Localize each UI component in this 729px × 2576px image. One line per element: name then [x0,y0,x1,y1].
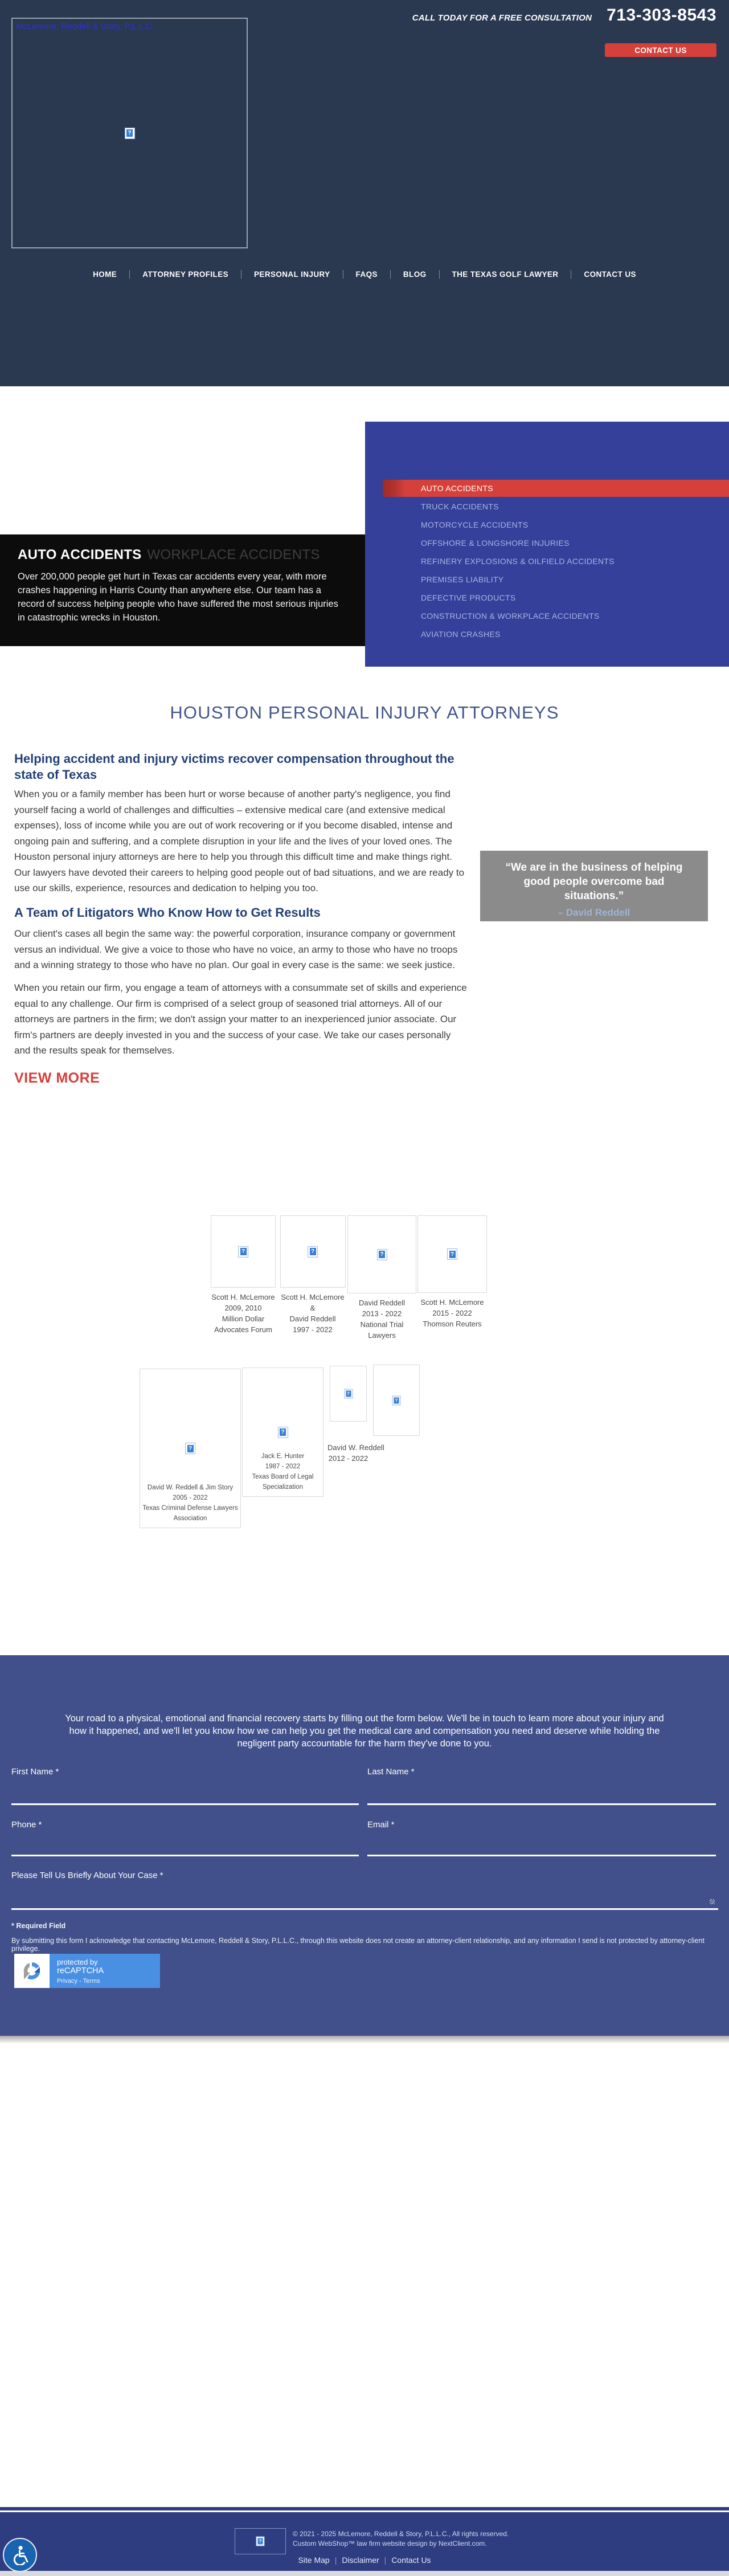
footer-top-line [0,2507,729,2510]
broken-image-icon: ? [278,1427,288,1438]
recaptcha-name: reCAPTCHA [57,1966,104,1975]
nav-item-contact-us[interactable]: CONTACT US [584,270,636,279]
award-badge [373,1365,420,1436]
practice-item-offshore-longshore[interactable] [365,534,729,552]
slide-text: Over 200,000 people get hurt in Texas car accidents every year, with more crashes happening in Harris County than anywhere else. Our team has a record of success helping people who have suffered the most serious injuries in catastrophic wrecks in Houston. [18,571,338,623]
call-today-text: CALL TODAY FOR A FREE CONSULTATION [412,13,592,23]
footer-separator: | [334,2555,337,2565]
hero-slide-caption [0,534,365,646]
paragraph-1: When you or a family member has been hurt or worse because of another party's negligence, you find yourself facing a world of challenges and difficulties – extensive medical care (and extensive medical expenses), loss of income while you are out of work recovering or if you become disabled, intense and ongoing pain and suffering, and a complete disruption in your life and the lives of your loved ones. The Houston personal injury attorneys are here to help you through this difficult time and make things right. Our lawyers have devoted their careers to helping good people out of bad situations, and we are ready to use our skills, experience, resources and dedication to helping you too. [14,789,465,893]
form-intro-text: Your road to a physical, emotional and financial recovery starts by filling out the form below. We'll be in touch to learn more about your injury and how it happened, and we'll let you know how we can help you get the medical care and compensation you need and deserve while holding the negligent party accountable for the harm they've done to you. [65,1713,664,1749]
nav-item-attorney-profiles[interactable]: ATTORNEY PROFILES [130,270,241,279]
footer-separator: | [384,2555,387,2565]
award-image-placeholder [140,1369,241,1528]
wheelchair-icon [10,2545,30,2565]
broken-image-icon: ? [308,1246,318,1258]
practice-areas-list [365,479,729,643]
award-caption: David Reddell 2013 - 2022 National Trial Lawyers [359,1299,405,1340]
practice-item-auto-accidents[interactable] [365,479,729,497]
case-label: Please Tell Us Briefly About Your Case * [11,1871,163,1880]
logo-image-placeholder[interactable] [11,18,248,248]
award-image-placeholder [280,1215,346,1288]
call-row [412,6,716,25]
recaptcha-logo-icon [21,1960,43,1982]
practice-item-label: PREMISES LIABILITY [421,575,504,584]
recaptcha-protected-by: protected by [57,1958,98,1966]
recaptcha-text [50,1954,160,1988]
accessibility-widget-button[interactable] [3,2538,37,2572]
required-field-note: * Required Field [11,1922,66,1930]
section-heading-litigators: A Team of Litigators Who Know How to Get Results [14,905,321,920]
last-name-label: Last Name * [367,1767,415,1777]
award-caption: Scott H. McLemore 2015 - 2022 Thomson Reuters [420,1298,484,1328]
nav-item-texas-golf-lawyer[interactable]: THE TEXAS GOLF LAWYER [440,270,572,279]
practice-item-aviation-crashes[interactable] [365,625,729,643]
practice-item-refinery-oilfield[interactable] [365,552,729,570]
pullquote-box [480,851,708,921]
award-caption: David W. Reddell & Jim Story 2005 - 2022 Texas Criminal Defense Lawyers Association [142,1484,238,1522]
award-image-placeholder [373,1365,420,1436]
award-badge [242,1367,323,1497]
award-badge [327,1366,384,1464]
award-caption: David W. Reddell 2012 - 2022 [327,1443,384,1463]
footer [0,2512,729,2571]
practice-item-label: MOTORCYCLE ACCIDENTS [421,520,529,529]
practice-item-label: CONSTRUCTION & WORKPLACE ACCIDENTS [421,611,600,620]
practice-item-label: TRUCK ACCIDENTS [421,502,499,511]
form-disclaimer: By submitting this form I acknowledge that contacting McLemore, Reddell & Story, P.L.L.C., through this website does not create an attorney-client relationship, and any information I send is not protected by attorney-client privilege. [11,1937,705,1953]
contact-form-section [0,1655,729,2036]
award-caption: Scott H. McLemore & David Reddell 1997 - 2022 [281,1293,345,1334]
award-badge [207,1215,280,1335]
footer-link-contact-us[interactable]: Contact Us [391,2555,431,2565]
practice-item-label: REFINERY EXPLOSIONS & OILFIELD ACCIDENTS [421,557,615,566]
section-heading-helping: Helping accident and injury victims recover compensation throughout the state of Texas [14,752,454,782]
email-input[interactable] [367,1838,716,1856]
broken-image-icon: ? [238,1246,248,1258]
award-caption: Jack E. Hunter 1987 - 2022 Texas Board of Legal Specialization [252,1453,314,1491]
award-image-placeholder [211,1215,276,1288]
page-title: HOUSTON PERSONAL INJURY ATTORNEYS [170,703,559,722]
first-name-label: First Name * [11,1767,59,1777]
bottom-strip [0,2571,729,2576]
recaptcha-terms-link[interactable]: Terms [83,1978,100,1985]
section-shadow [0,2036,729,2044]
footer-link-disclaimer[interactable]: Disclaimer [342,2555,379,2565]
copyright-line2: Custom WebShop™ law firm website design by NextClient.com. [293,2540,487,2548]
broken-image-icon: ? [377,1249,387,1260]
email-label: Email * [367,1820,395,1830]
recaptcha-links [57,1978,160,1985]
phone-label: Phone * [11,1820,42,1830]
pullquote-attribution: – David Reddell [558,907,630,918]
broken-image-icon: ? [447,1248,457,1260]
award-badge [416,1215,488,1329]
recaptcha-logo [14,1954,50,1988]
broken-image-icon: ? [344,1389,353,1399]
award-badge [346,1215,417,1341]
practice-item-defective-products[interactable] [365,589,729,607]
practice-item-premises-liability[interactable] [365,570,729,589]
first-name-input[interactable] [11,1786,359,1805]
last-name-input[interactable] [367,1786,716,1805]
practice-areas-menu [365,422,729,667]
award-image-placeholder [417,1215,487,1293]
practice-item-label: AUTO ACCIDENTS [421,484,493,493]
award-badge [278,1215,347,1335]
logo-alt-text: McLemore, Reddell & Story, P.L.L.C. [16,22,154,31]
textarea-resize-handle[interactable] [710,1899,715,1904]
recaptcha-links-dash: - [79,1978,81,1985]
recaptcha-badge[interactable] [14,1954,160,1988]
nav-item-personal-injury[interactable]: PERSONAL INJURY [241,270,343,279]
footer-link-sitemap[interactable]: Site Map [298,2555,330,2565]
broken-image-icon: ? [392,1395,401,1405]
contact-us-button[interactable]: CONTACT US [605,43,716,57]
nav-item-home[interactable]: HOME [80,270,130,279]
phone-input[interactable] [11,1838,359,1856]
award-image-placeholder [242,1367,323,1497]
practice-item-label: AVIATION CRASHES [421,630,501,639]
slide-title-row [18,547,320,563]
broken-image-icon: ? [256,2537,265,2546]
award-badge [140,1369,241,1528]
award-image-placeholder [330,1366,367,1422]
slide-ghost-title: WORKPLACE ACCIDENTS [147,547,320,562]
practice-item-truck-accidents[interactable] [365,497,729,516]
paragraph-2: Our client's cases all begin the same way: the powerful corporation, insurance company or government versus an individual. We give a voice to those who have no voice, an army to those who have no troops and a winning strategy to those who have no plan. Our goal in every case is the same: we seek justice. [14,928,458,970]
award-image-placeholder [347,1215,416,1293]
phone-number[interactable]: 713-303-8543 [607,6,716,25]
active-item-cap [383,480,406,497]
case-textarea[interactable] [11,1886,718,1910]
pullquote-text: “We are in the business of helping good people overcome bad situations.” [505,862,683,902]
header [0,0,729,386]
broken-image-icon: ? [185,1443,195,1454]
footer-logo-placeholder[interactable] [235,2528,286,2554]
recaptcha-privacy-link[interactable]: Privacy [57,1978,78,1985]
nav-item-blog[interactable]: BLOG [391,270,440,279]
paragraph-3: When you retain our firm, you engage a team of attorneys with a consummate set of skills and experience equal to any challenge. Our firm is comprised of a select group of seasoned trial attorneys. All of our attorneys are partners in the firm; we don't assign your matter to an inexperienced junior associate. Our firm's partners are deeply invested in you and the success of your case. We take our cases personally and the results speak for themselves. [14,982,467,1056]
practice-item-label: OFFSHORE & LONGSHORE INJURIES [421,538,570,548]
practice-item-motorcycle-accidents[interactable] [365,516,729,534]
nav-item-faqs[interactable]: FAQS [343,270,391,279]
slide-title: AUTO ACCIDENTS [18,547,142,562]
footer-links [0,2555,729,2565]
award-caption: Scott H. McLemore 2009, 2010 Million Dollar Advocates Forum [211,1293,275,1334]
view-more-link[interactable]: VIEW MORE [14,1070,100,1086]
main-navigation [0,263,729,285]
practice-item-construction-workplace[interactable] [365,607,729,625]
practice-item-label: DEFECTIVE PRODUCTS [421,593,516,602]
copyright-line1: © 2021 - 2025 McLemore, Reddell & Story, P.L.L.C., All rights reserved. [293,2530,509,2538]
broken-image-icon: ? [125,128,135,139]
